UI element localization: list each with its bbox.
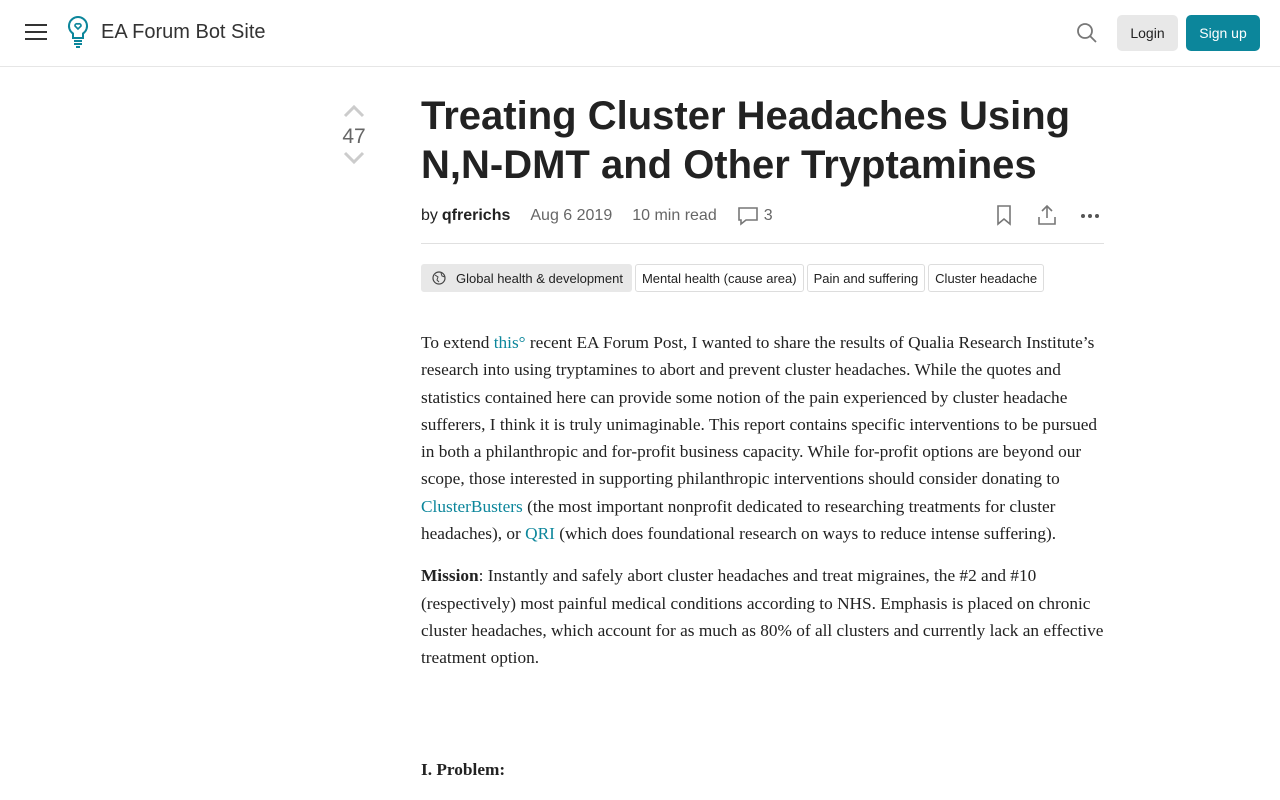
- more-options-icon[interactable]: [1080, 204, 1100, 226]
- author-line: [421, 207, 510, 225]
- signup-button[interactable]: Sign up: [1186, 15, 1260, 51]
- share-icon[interactable]: [1037, 204, 1057, 226]
- comment-icon[interactable]: [737, 206, 759, 226]
- this-link[interactable]: this°: [493, 333, 526, 352]
- read-time: 10 min read: [632, 207, 717, 224]
- qri-link[interactable]: QRI: [525, 524, 555, 544]
- tag-list: [421, 264, 1044, 292]
- vote-widget: [336, 104, 372, 170]
- divider: [421, 243, 1104, 244]
- comment-count[interactable]: 3: [763, 207, 773, 224]
- post-title: Treating Cluster Headaches Using N,N-DMT and Other Tryptamines: [421, 94, 1071, 187]
- top-bar: [0, 0, 1280, 67]
- mission-label: Mission: [421, 566, 479, 586]
- clusterbusters-link[interactable]: ClusterBusters: [421, 496, 523, 516]
- downvote-icon[interactable]: [342, 151, 366, 165]
- site-name[interactable]: EA Forum Bot Site: [101, 21, 266, 43]
- post-date: Aug 6 2019: [530, 207, 613, 224]
- author-link[interactable]: qfrerichs: [441, 207, 511, 224]
- post-body: [421, 329, 1104, 687]
- tag-pain-suffering[interactable]: Pain and suffering: [807, 264, 926, 292]
- text: recent EA Forum Post, I wanted to share the results of Qualia Research Institute’s research into using tryptamines to abort and prevent cluster headaches. While the quotes and statistics contained here can provide some notion of the pain experienced by cluster headache sufferers, I think it is truly unimaginable. This report contains specific interventions to be pursued in both a philanthropic and for-profit business capacity. While for-profit options are beyond our scope, those interested in supporting philanthropic interventions should consider donating to: [421, 333, 1098, 489]
- upvote-icon[interactable]: [342, 104, 366, 118]
- search-icon[interactable]: [1076, 22, 1098, 44]
- bookmark-icon[interactable]: [994, 204, 1014, 226]
- karma-score: 47: [342, 125, 366, 148]
- tag-cluster-headache[interactable]: Cluster headache: [928, 264, 1044, 292]
- lightbulb-logo-icon[interactable]: [66, 15, 90, 49]
- menu-icon[interactable]: [25, 24, 47, 42]
- text: : Instantly and safely abort cluster headaches and treat migraines, the #2 and #10 (respectively) most painful medical conditions according to NHS. Emphasis is placed on chronic cluster headaches, which account for as much as 80% of all clusters and currently lack an effective treatment option.: [421, 566, 1104, 668]
- tag-global-health[interactable]: [421, 264, 632, 292]
- paragraph: [421, 562, 1104, 671]
- paragraph: [421, 329, 1104, 547]
- tag-mental-health[interactable]: Mental health (cause area): [635, 264, 804, 292]
- text: To extend: [421, 333, 494, 352]
- text: (the most important nonprofit dedicated to researching treatments for cluster headaches), or: [421, 496, 1056, 544]
- section-heading: I. Problem:: [421, 760, 506, 779]
- by-label: by: [421, 207, 438, 224]
- tag-label: Global health & development: [456, 270, 623, 286]
- globe-icon: [432, 271, 446, 285]
- post-actions: [994, 204, 1100, 226]
- login-button[interactable]: Login: [1117, 15, 1178, 51]
- post-meta: [421, 206, 793, 226]
- text: (which does foundational research on ways to reduce intense suffering).: [554, 524, 1057, 544]
